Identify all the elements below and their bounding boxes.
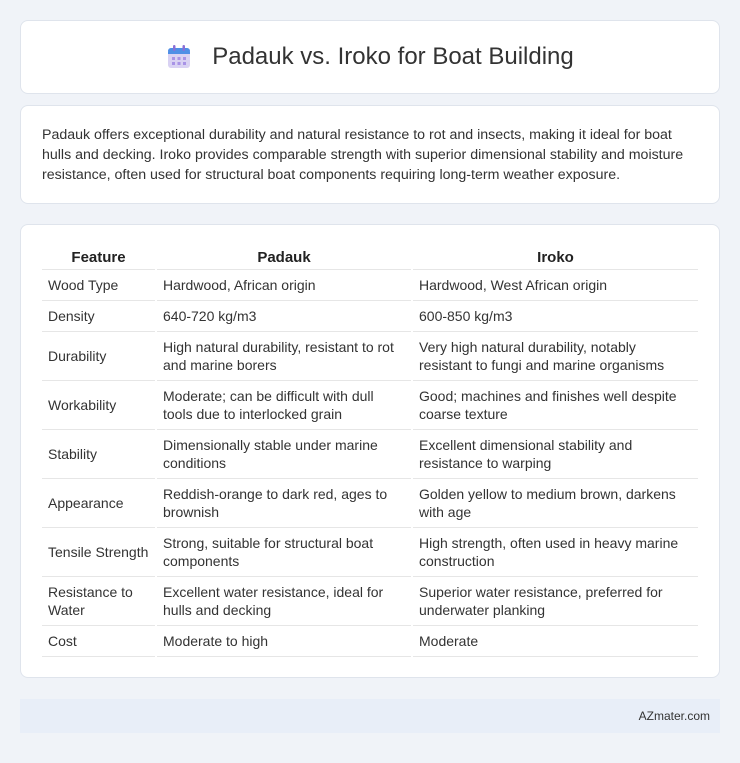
table-row [42,479,698,528]
feature-cell: Resistance to Water [42,577,156,626]
table-row [42,270,698,301]
intro-text: Padauk offers exceptional durability and natural resistance to rot and insects, making it ideal for boat hulls and decking. Iroko provides comparable strength with superior dimensional stability and moisture resistance, often used for structural boat components requiring long-term weather exposure. [42,127,684,183]
comparison-table [42,245,698,657]
iroko-cell: Excellent dimensional stability and resistance to warping [412,430,698,479]
feature-cell: Tensile Strength [42,528,156,577]
iroko-cell: Very high natural durability, notably resistant to fungi and marine organisms [412,332,698,381]
footer [20,699,720,733]
padauk-cell: 640-720 kg/m3 [156,301,412,332]
feature-cell: Stability [42,430,156,479]
footer-site-link[interactable]: AZmater.com [638,709,710,723]
feature-cell: Wood Type [42,270,156,301]
feature-cell: Cost [42,626,156,657]
padauk-cell: Excellent water resistance, ideal for hulls and decking [156,577,412,626]
padauk-cell: Hardwood, African origin [156,270,412,301]
padauk-cell: High natural durability, resistant to rot and marine borers [156,332,412,381]
padauk-cell: Moderate to high [156,626,412,657]
comparison-card [20,224,720,678]
table-row [42,381,698,430]
iroko-cell: Moderate [412,626,698,657]
padauk-cell: Dimensionally stable under marine conditions [156,430,412,479]
page-title: Padauk vs. Iroko for Boat Building [212,43,574,70]
feature-cell: Durability [42,332,156,381]
iroko-cell: High strength, often used in heavy marine construction [412,528,698,577]
iroko-cell: 600-850 kg/m3 [412,301,698,332]
calendar-icon [166,44,192,70]
iroko-cell: Golden yellow to medium brown, darkens with age [412,479,698,528]
feature-cell: Appearance [42,479,156,528]
intro-card [20,105,720,204]
header-iroko: Iroko [412,245,698,270]
padauk-cell: Reddish-orange to dark red, ages to brownish [156,479,412,528]
table-row [42,332,698,381]
padauk-cell: Strong, suitable for structural boat components [156,528,412,577]
title-card [20,20,720,94]
table-row [42,430,698,479]
header-feature: Feature [42,245,156,270]
feature-cell: Workability [42,381,156,430]
iroko-cell: Superior water resistance, preferred for underwater planking [412,577,698,626]
padauk-cell: Moderate; can be difficult with dull tools due to interlocked grain [156,381,412,430]
table-header-row [42,245,698,270]
iroko-cell: Good; machines and finishes well despite coarse texture [412,381,698,430]
header-padauk: Padauk [156,245,412,270]
table-row [42,301,698,332]
table-row [42,528,698,577]
table-row [42,626,698,657]
feature-cell: Density [42,301,156,332]
iroko-cell: Hardwood, West African origin [412,270,698,301]
table-row [42,577,698,626]
